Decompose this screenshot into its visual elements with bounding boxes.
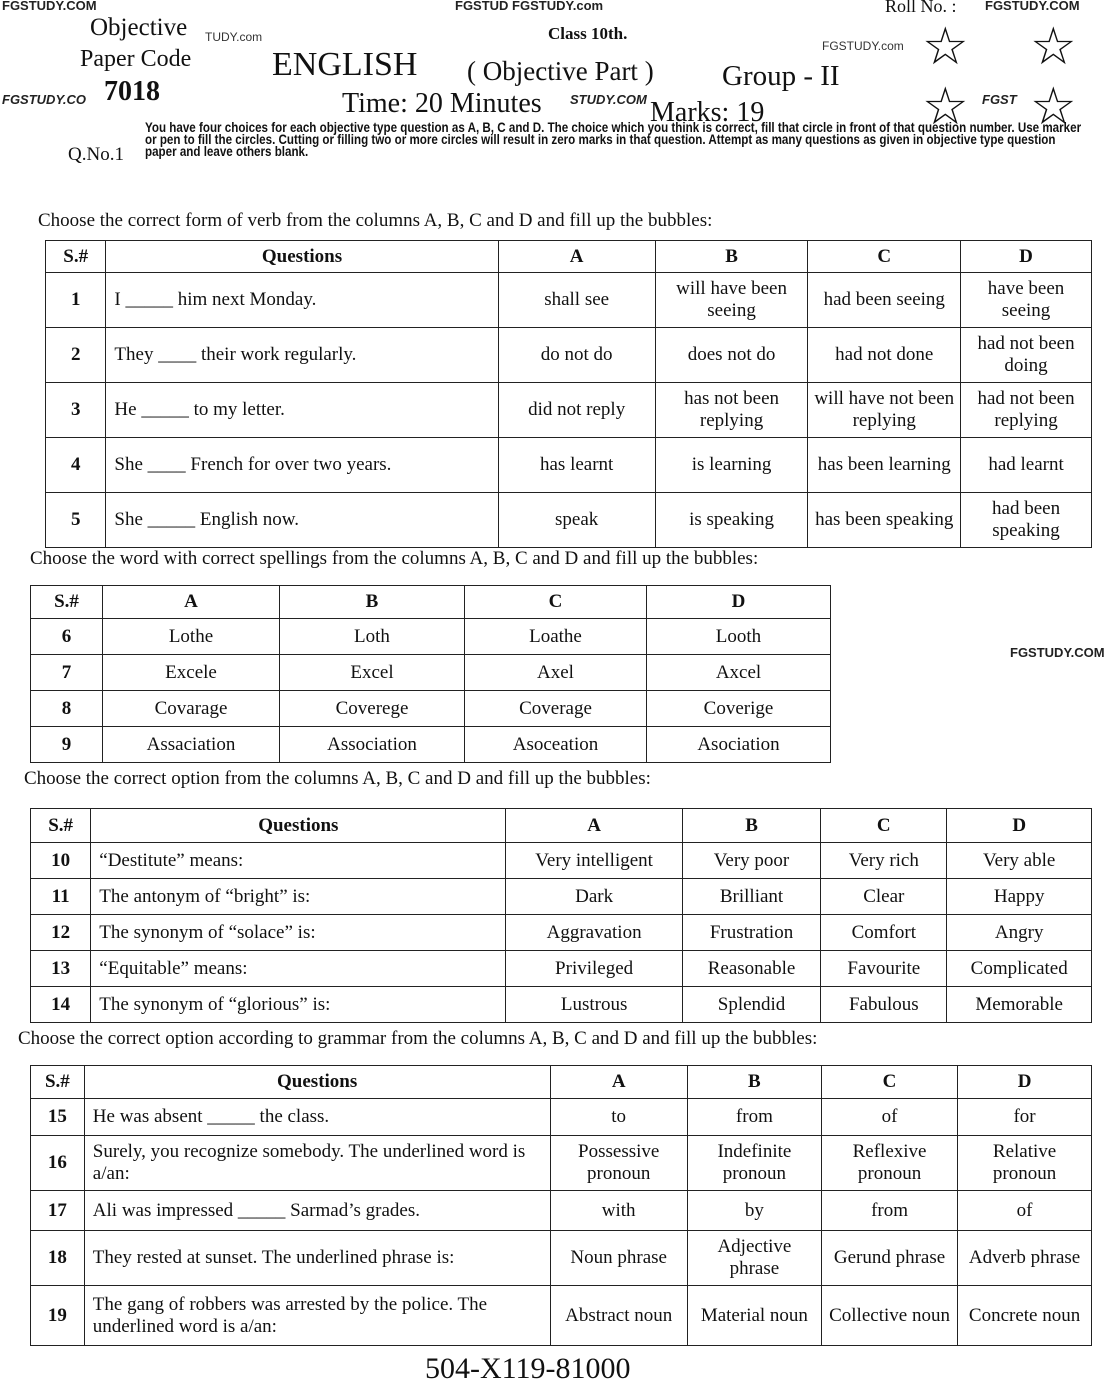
- option-b: is speaking: [655, 493, 808, 548]
- serial-number: 13: [31, 951, 91, 987]
- option-d: Very able: [947, 843, 1092, 879]
- watermark: STUDY.COM: [570, 92, 647, 107]
- column-header: S.#: [31, 1066, 85, 1099]
- serial-number: 10: [31, 843, 91, 879]
- column-header: S.#: [31, 586, 103, 619]
- watermark: FGSTUDY.COM: [985, 0, 1080, 13]
- serial-number: 19: [31, 1286, 85, 1346]
- table-row: [31, 1099, 1092, 1136]
- option-d: Complicated: [947, 951, 1092, 987]
- table-row: [46, 438, 1092, 493]
- option-b: Indefinite pronoun: [687, 1136, 821, 1191]
- serial-number: 16: [31, 1136, 85, 1191]
- column-header: D: [647, 586, 831, 619]
- question-text: The synonym of “glorious” is:: [91, 987, 506, 1023]
- question-table: [30, 808, 1092, 1023]
- table-row: [31, 987, 1092, 1023]
- option-b: has not been replying: [655, 383, 808, 438]
- option-c: Favourite: [821, 951, 947, 987]
- question-table: [30, 585, 831, 763]
- table-row: [46, 493, 1092, 548]
- column-header: D: [961, 241, 1092, 273]
- serial-number: 17: [31, 1191, 85, 1231]
- option-d: had learnt: [961, 438, 1092, 493]
- option-d: Angry: [947, 915, 1092, 951]
- question-text: They rested at sunset. The underlined phrase is:: [84, 1231, 550, 1286]
- option-b: Brilliant: [682, 879, 820, 915]
- serial-number: 7: [31, 655, 103, 691]
- option-d: Asociation: [647, 727, 831, 763]
- serial-number: 1: [46, 273, 106, 328]
- table-row: [31, 1136, 1092, 1191]
- question-table: [45, 240, 1092, 548]
- watermark: FGSTUDY.COM: [1010, 645, 1105, 660]
- watermark: FGSTUDY.CO: [2, 92, 87, 107]
- question-text: She ____ French for over two years.: [106, 438, 498, 493]
- table-row: [31, 915, 1092, 951]
- question-number: Q.No.1: [68, 144, 124, 165]
- option-c: had not done: [808, 328, 961, 383]
- option-b: Splendid: [682, 987, 820, 1023]
- table-row: [31, 951, 1092, 987]
- option-b: Excel: [280, 655, 465, 691]
- option-b: Frustration: [682, 915, 820, 951]
- option-a: Excele: [103, 655, 280, 691]
- group-label: Group - II: [722, 60, 840, 92]
- option-d: for: [958, 1099, 1092, 1136]
- watermark: FGST: [982, 92, 1017, 107]
- star-icon: ☆: [1030, 79, 1077, 136]
- column-header: A: [103, 586, 280, 619]
- question-text: They ____ their work regularly.: [106, 328, 498, 383]
- option-b: Adjective phrase: [687, 1231, 821, 1286]
- option-a: with: [550, 1191, 687, 1231]
- option-c: will have not been replying: [808, 383, 961, 438]
- option-d: had not been replying: [961, 383, 1092, 438]
- column-header: A: [506, 809, 683, 843]
- star-icon: ☆: [922, 79, 969, 136]
- question-text: The synonym of “solace” is:: [91, 915, 506, 951]
- column-header: B: [655, 241, 808, 273]
- table-row: [31, 691, 831, 727]
- option-c: Collective noun: [821, 1286, 957, 1346]
- roll-no-label: Roll No. :: [885, 0, 957, 16]
- serial-number: 6: [31, 619, 103, 655]
- option-a: Possessive pronoun: [550, 1136, 687, 1191]
- option-a: Covarage: [103, 691, 280, 727]
- option-a: did not reply: [498, 383, 655, 438]
- option-c: Comfort: [821, 915, 947, 951]
- option-a: Aggravation: [506, 915, 683, 951]
- table-row: [46, 273, 1092, 328]
- watermark: FGSTUDY.COM: [2, 0, 97, 13]
- option-b: Very poor: [682, 843, 820, 879]
- serial-number: 18: [31, 1231, 85, 1286]
- option-b: will have been seeing: [655, 273, 808, 328]
- option-a: to: [550, 1099, 687, 1136]
- column-header: B: [280, 586, 465, 619]
- option-d: Coverige: [647, 691, 831, 727]
- serial-number: 5: [46, 493, 106, 548]
- star-icon: ☆: [1030, 19, 1077, 76]
- option-c: from: [821, 1191, 957, 1231]
- part-label: ( Objective Part ): [467, 56, 654, 86]
- serial-number: 8: [31, 691, 103, 727]
- option-c: Fabulous: [821, 987, 947, 1023]
- class-label: Class 10th.: [548, 24, 628, 43]
- column-header: S.#: [46, 241, 106, 273]
- table-row: [31, 1231, 1092, 1286]
- question-text: The gang of robbers was arrested by the police. The underlined word is a/an:: [84, 1286, 550, 1346]
- table-row: [31, 619, 831, 655]
- question-text: Ali was impressed _____ Sarmad’s grades.: [84, 1191, 550, 1231]
- column-header: D: [947, 809, 1092, 843]
- option-b: by: [687, 1191, 821, 1231]
- serial-number: 9: [31, 727, 103, 763]
- option-d: have been seeing: [961, 273, 1092, 328]
- serial-number: 11: [31, 879, 91, 915]
- option-c: Loathe: [465, 619, 647, 655]
- option-d: Relative pronoun: [958, 1136, 1092, 1191]
- option-b: Coverege: [280, 691, 465, 727]
- serial-number: 15: [31, 1099, 85, 1136]
- option-a: Lustrous: [506, 987, 683, 1023]
- option-b: Material noun: [687, 1286, 821, 1346]
- section-instruction: Choose the correct form of verb from the columns A, B, C and D and fill up the bubbles:: [38, 210, 713, 231]
- option-d: Looth: [647, 619, 831, 655]
- question-text: She _____ English now.: [106, 493, 498, 548]
- column-header: C: [808, 241, 961, 273]
- option-c: has been speaking: [808, 493, 961, 548]
- option-c: Asoceation: [465, 727, 647, 763]
- column-header: Questions: [84, 1066, 550, 1099]
- option-a: Dark: [506, 879, 683, 915]
- option-c: of: [821, 1099, 957, 1136]
- option-a: Very intelligent: [506, 843, 683, 879]
- option-c: Clear: [821, 879, 947, 915]
- paper-code: 7018: [104, 76, 160, 107]
- star-icon: ☆: [922, 19, 969, 76]
- option-a: has learnt: [498, 438, 655, 493]
- option-a: Privileged: [506, 951, 683, 987]
- option-a: Noun phrase: [550, 1231, 687, 1286]
- option-c: had been seeing: [808, 273, 961, 328]
- option-d: had not been doing: [961, 328, 1092, 383]
- option-a: Lothe: [103, 619, 280, 655]
- option-d: Happy: [947, 879, 1092, 915]
- table-row: [31, 1286, 1092, 1346]
- column-header: B: [682, 809, 820, 843]
- serial-number: 12: [31, 915, 91, 951]
- option-b: Association: [280, 727, 465, 763]
- table-row: [31, 655, 831, 691]
- option-d: Memorable: [947, 987, 1092, 1023]
- serial-number: 4: [46, 438, 106, 493]
- question-text: “Destitute” means:: [91, 843, 506, 879]
- table-row: [46, 328, 1092, 383]
- question-text: He _____ to my letter.: [106, 383, 498, 438]
- option-a: Abstract noun: [550, 1286, 687, 1346]
- option-c: Reflexive pronoun: [821, 1136, 957, 1191]
- section-instruction: Choose the correct option from the columns A, B, C and D and fill up the bubbles:: [24, 768, 651, 789]
- time-label: Time: 20 Minutes: [342, 88, 542, 119]
- option-a: Assaciation: [103, 727, 280, 763]
- table-row: [46, 383, 1092, 438]
- option-c: Coverage: [465, 691, 647, 727]
- footer-code: 504-X119-81000: [425, 1352, 631, 1385]
- watermark: FGSTUD FGSTUDY.com: [455, 0, 604, 13]
- option-a: shall see: [498, 273, 655, 328]
- question-text: He was absent _____ the class.: [84, 1099, 550, 1136]
- table-row: [31, 843, 1092, 879]
- column-header: C: [465, 586, 647, 619]
- question-table: [30, 1065, 1092, 1346]
- option-c: Axel: [465, 655, 647, 691]
- option-d: Adverb phrase: [958, 1231, 1092, 1286]
- option-b: does not do: [655, 328, 808, 383]
- watermark: TUDY.com: [205, 30, 263, 44]
- marks-label: Marks: 19: [650, 97, 765, 128]
- column-header: D: [958, 1066, 1092, 1099]
- question-text: The antonym of “bright” is:: [91, 879, 506, 915]
- serial-number: 3: [46, 383, 106, 438]
- option-d: of: [958, 1191, 1092, 1231]
- column-header: C: [821, 1066, 957, 1099]
- option-b: Reasonable: [682, 951, 820, 987]
- column-header: A: [550, 1066, 687, 1099]
- option-c: Gerund phrase: [821, 1231, 957, 1286]
- option-d: Concrete noun: [958, 1286, 1092, 1346]
- column-header: Questions: [106, 241, 498, 273]
- serial-number: 14: [31, 987, 91, 1023]
- option-a: speak: [498, 493, 655, 548]
- table-row: [31, 879, 1092, 915]
- option-a: do not do: [498, 328, 655, 383]
- question-text: “Equitable” means:: [91, 951, 506, 987]
- option-d: had been speaking: [961, 493, 1092, 548]
- serial-number: 2: [46, 328, 106, 383]
- column-header: C: [821, 809, 947, 843]
- instructions: You have four choices for each objective type question as A, B, C and D. The choice which you think is correct, fill that circle in front of that question number. Use marker or pen to fill the circles. Cutting or filling two or more circles will result in zero marks in that question. Attempt as many questions as given in objective type question paper and leave others blank.: [145, 120, 1082, 159]
- watermark: FGSTUDY.com: [822, 39, 904, 53]
- objective-label: Objective: [90, 14, 188, 41]
- paper-code-label: Paper Code: [80, 46, 192, 72]
- question-text: I _____ him next Monday.: [106, 273, 498, 328]
- option-d: Axcel: [647, 655, 831, 691]
- column-header: B: [687, 1066, 821, 1099]
- question-text: Surely, you recognize somebody. The underlined word is a/an:: [84, 1136, 550, 1191]
- option-b: Loth: [280, 619, 465, 655]
- column-header: Questions: [91, 809, 506, 843]
- column-header: S.#: [31, 809, 91, 843]
- option-c: Very rich: [821, 843, 947, 879]
- option-c: has been learning: [808, 438, 961, 493]
- subject-title: ENGLISH: [272, 46, 418, 83]
- table-row: [31, 1191, 1092, 1231]
- section-instruction: Choose the correct option according to grammar from the columns A, B, C and D and fill up the bubbles:: [18, 1028, 818, 1049]
- column-header: A: [498, 241, 655, 273]
- section-instruction: Choose the word with correct spellings from the columns A, B, C and D and fill up the bubbles:: [30, 548, 759, 569]
- option-b: is learning: [655, 438, 808, 493]
- table-row: [31, 727, 831, 763]
- option-b: from: [687, 1099, 821, 1136]
